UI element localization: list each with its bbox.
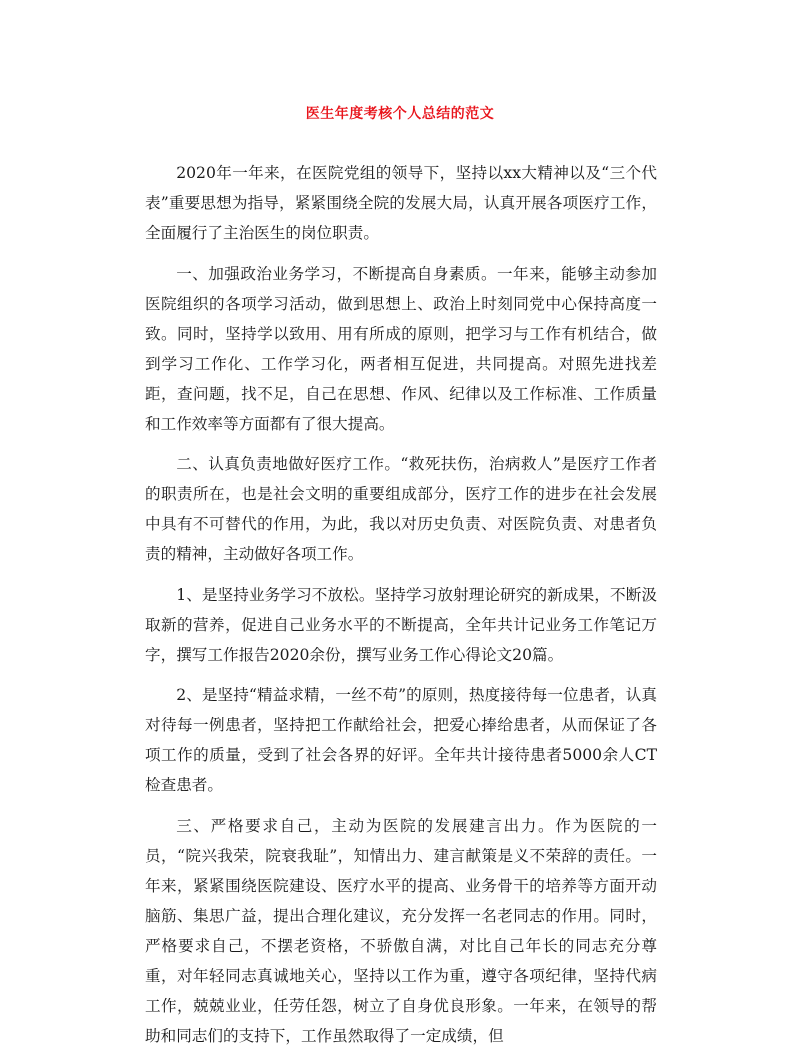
paragraph-item-1: 1、是坚持业务学习不放松。坚持学习放射理论研究的新成果，不断汲取新的营养，促进自己业务水平的不断提高，全年共计记业务工作笔记万字，撰写工作报告2020余份，撰写业务工作心得论文20篇。 bbox=[145, 585, 657, 664]
paragraph-section-3: 三、严格要求自己，主动为医院的发展建言出力。作为医院的一员，“院兴我荣，院衰我耻”，知情出力、建言献策是义不荣辞的责任。一年来，紧紧围绕医院建设、医疗水平的提高、业务骨干的培养等方面开动脑筋、集思广益，提出合理化建议，充分发挥一名老同志的作用。同时，严格要求自己，不摆老资格，不骄傲自满，对比自己年长的同志充分尊重，对年轻同志真诚地关心，坚持以工作为重，遵守各项纪律，坚持代病工作，兢兢业业，任劳任怨，树立了自身优良形象。一年来，在领导的帮助和同志们的支持下，工作虽然取得了一定成绩，但 bbox=[145, 816, 657, 1045]
paragraph-section-1: 一、加强政治业务学习，不断提高自身素质。一年来，能够主动参加医院组织的各项学习活动，做到思想上、政治上时刻同党中心保持高度一致。同时，坚持学以致用、用有所成的原则，把学习与工作有机结合，做到学习工作化、工作学习化，两者相互促进，共同提高。对照先进找差距，查问题，找不足，自己在思想、作风、纪律以及工作标准、工作质量和工作效率等方面都有了很大提高。 bbox=[145, 264, 657, 433]
paragraph-intro: 2020年一年来，在医院党组的领导下，坚持以xx大精神以及“三个代表”重要思想为指导，紧紧围绕全院的发展大局，认真开展各项医疗工作，全面履行了主治医生的岗位职责。 bbox=[145, 164, 657, 242]
document-title: 医生年度考核个人总结的范文 bbox=[305, 106, 495, 122]
document-body bbox=[145, 158, 657, 1051]
paragraph-item-2: 2、是坚持“精益求精，一丝不苟”的原则，热度接待每一位患者，认真对待每一例患者，坚持把工作献给社会，把爱心捧给患者，从而保证了各项工作的质量，受到了社会各界的好评。全年共计接待患者5000余人CT检查患者。 bbox=[145, 686, 657, 794]
paragraph-section-2: 二、认真负责地做好医疗工作。“救死扶伤，治病救人”是医疗工作者的职责所在，也是社会文明的重要组成部分，医疗工作的进步在社会发展中具有不可替代的作用，为此，我以对历史负责、对医院负责、对患者负责的精神，主动做好各项工作。 bbox=[145, 455, 657, 563]
